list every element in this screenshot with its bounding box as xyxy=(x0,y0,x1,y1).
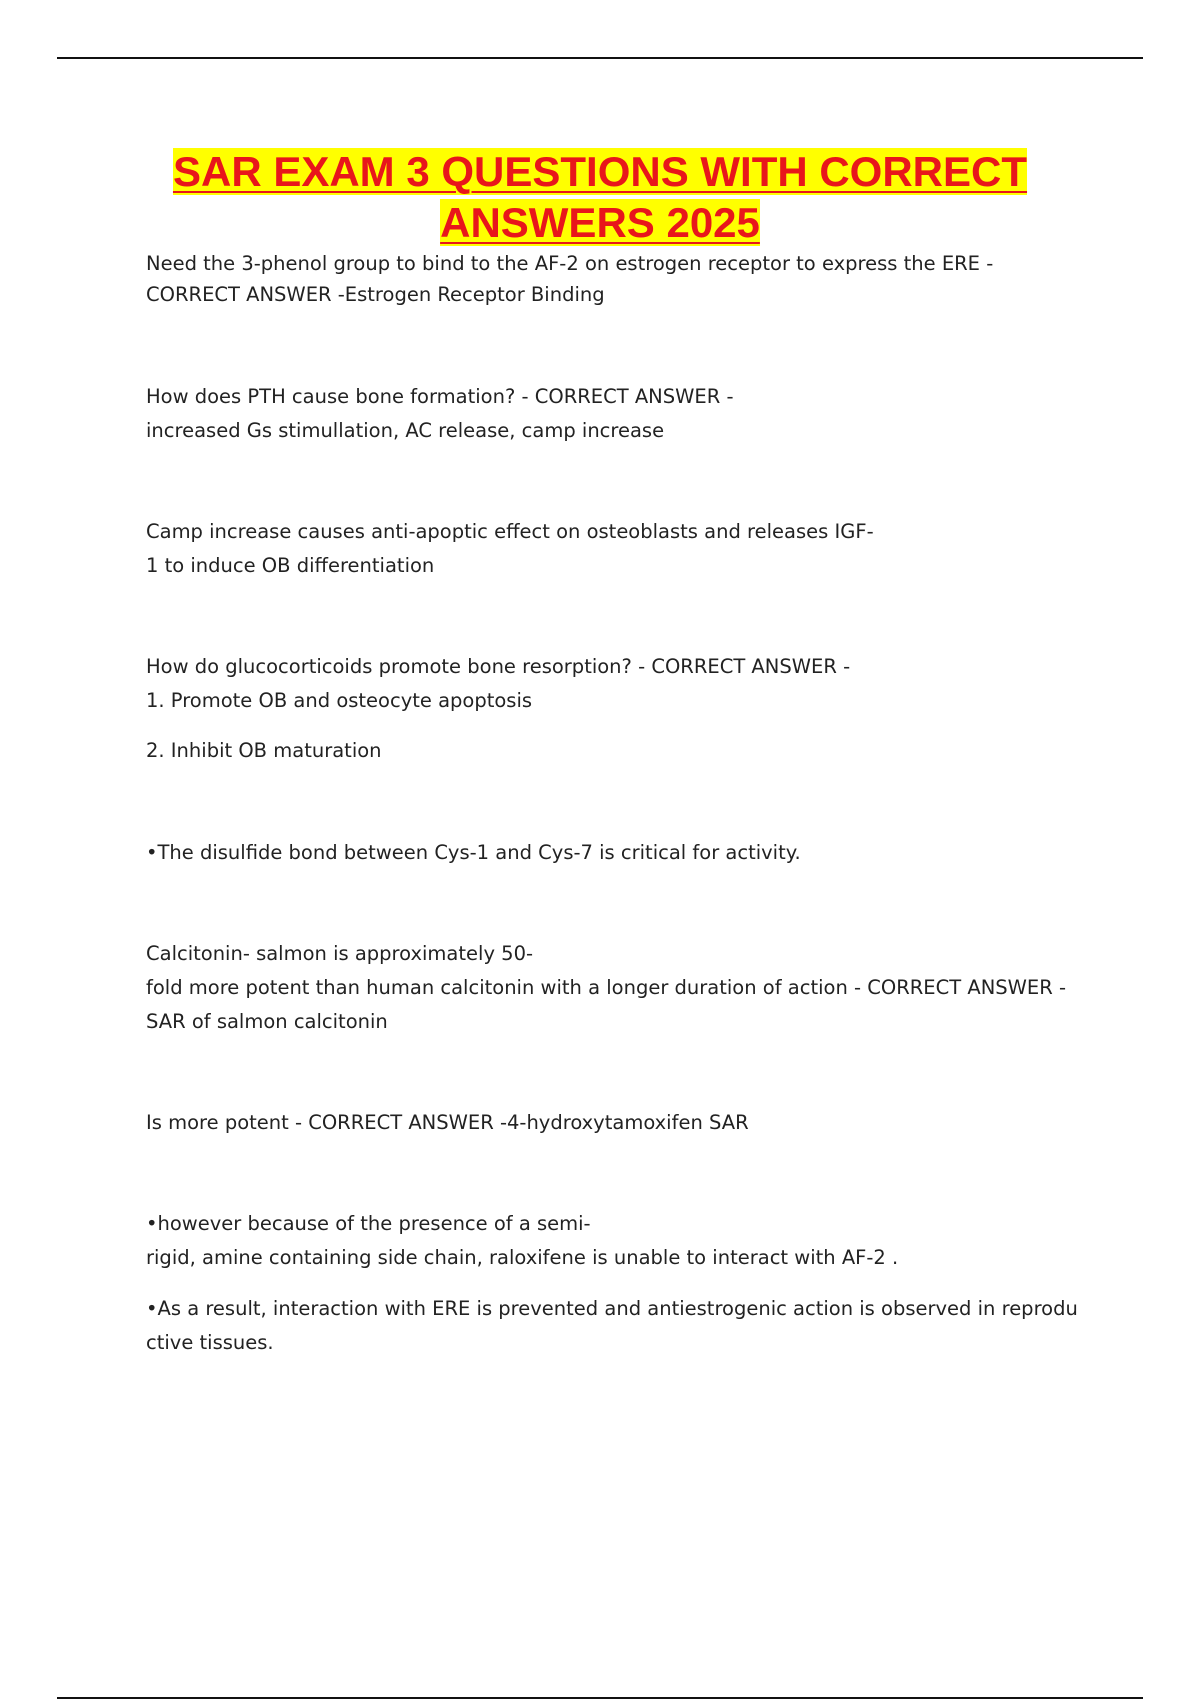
text-line: ctive tissues. xyxy=(146,1331,274,1354)
text-line: •As a result, interaction with ERE is prevented and antiestrogenic action is observed in reprodu xyxy=(146,1297,1078,1320)
top-rule xyxy=(57,57,1143,59)
title-line-2: ANSWERS 2025 xyxy=(440,199,760,246)
text-line: How does PTH cause bone formation? - CORRECT ANSWER - xyxy=(146,385,734,408)
text-line: fold more potent than human calcitonin with a longer duration of action - CORRECT ANSWER - xyxy=(146,976,1067,999)
text-line: •however because of the presence of a semi- xyxy=(146,1212,591,1235)
document-title xyxy=(100,146,1100,248)
text-line: CORRECT ANSWER -Estrogen Receptor Binding xyxy=(146,283,605,306)
text-line: Calcitonin- salmon is approximately 50- xyxy=(146,942,534,965)
bottom-rule xyxy=(57,1697,1143,1699)
text-line: •The disulfide bond between Cys-1 and Cys-7 is critical for activity. xyxy=(146,841,801,864)
text-line: increased Gs stimullation, AC release, camp increase xyxy=(146,419,665,442)
text-line: SAR of salmon calcitonin xyxy=(146,1010,388,1033)
text-line: 2. Inhibit OB maturation xyxy=(146,739,382,762)
text-line: Need the 3-phenol group to bind to the AF-2 on estrogen receptor to express the ERE - xyxy=(146,252,994,275)
text-line: 1 to induce OB differentiation xyxy=(146,554,435,577)
text-line: 1. Promote OB and osteocyte apoptosis xyxy=(146,689,533,712)
text-line: Camp increase causes anti-apoptic effect on osteoblasts and releases IGF- xyxy=(146,520,874,543)
text-line: rigid, amine containing side chain, raloxifene is unable to interact with AF-2 . xyxy=(146,1246,899,1269)
text-line: Is more potent - CORRECT ANSWER -4-hydroxytamoxifen SAR xyxy=(146,1111,749,1134)
text-line: How do glucocorticoids promote bone resorption? - CORRECT ANSWER - xyxy=(146,655,851,678)
title-line-1: SAR EXAM 3 QUESTIONS WITH CORRECT xyxy=(172,148,1028,195)
